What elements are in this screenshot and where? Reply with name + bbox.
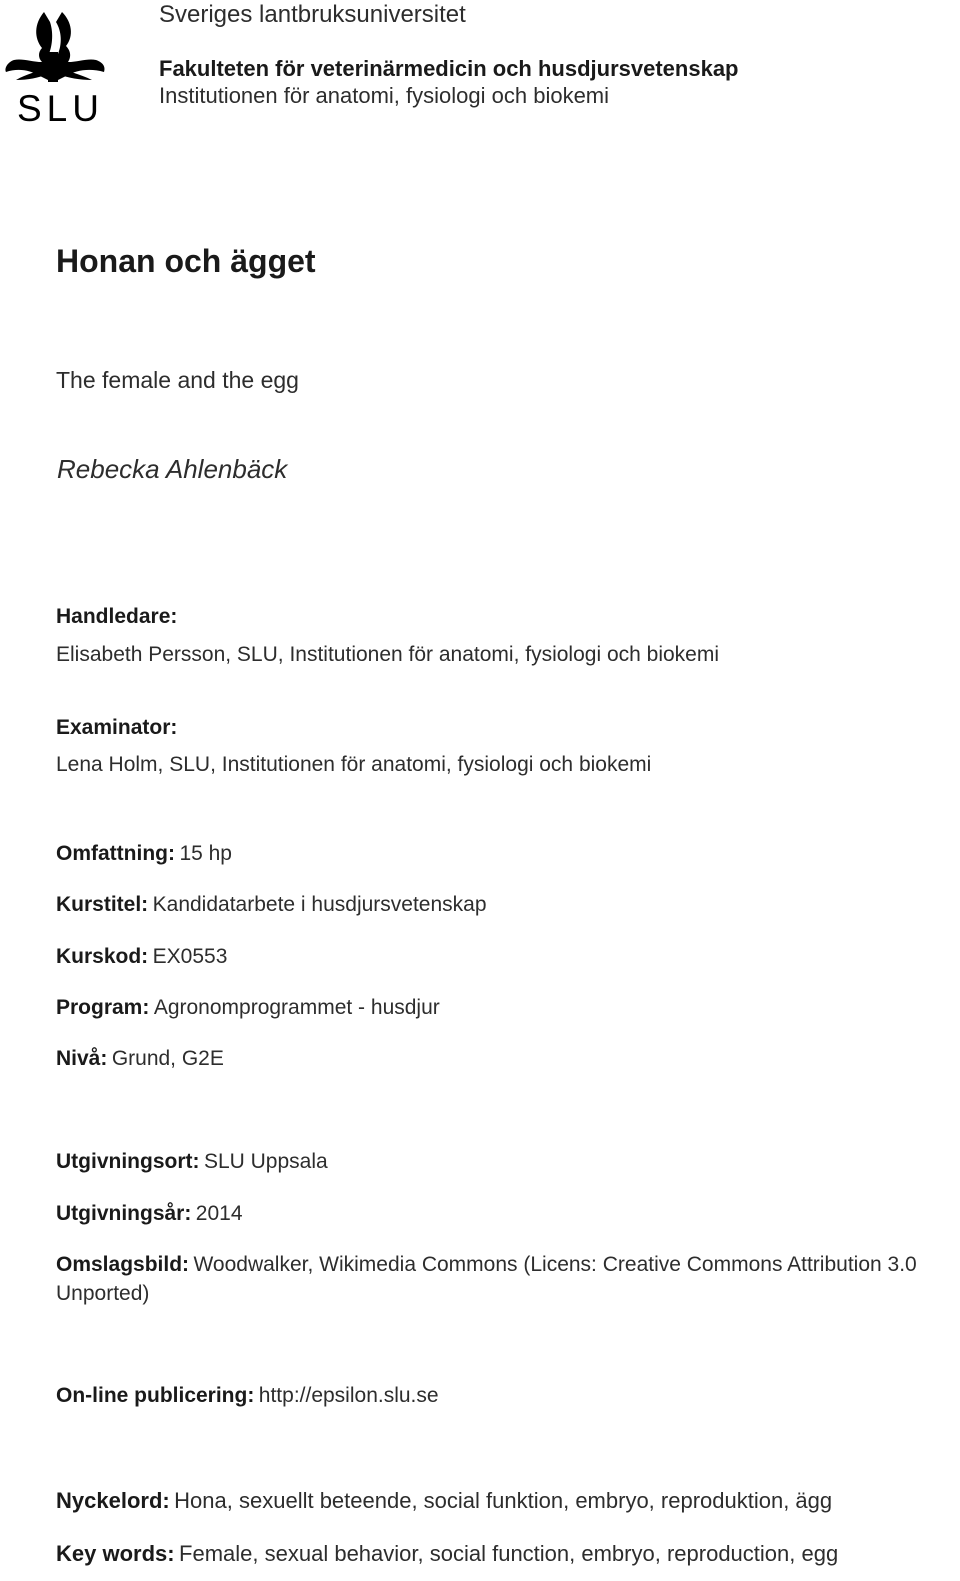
- online-publication-label: On-line publicering:: [56, 1384, 255, 1407]
- keywords-sv-label: Nyckelord:: [56, 1488, 170, 1513]
- author-name: Rebecka Ahlenbäck: [57, 454, 288, 484]
- cover-image-value-continued: Unported): [56, 1282, 150, 1305]
- university-name: Sveriges lantbruksuniversitet: [159, 1, 466, 28]
- slu-logo: [4, 8, 110, 129]
- scope-label: Omfattning:: [56, 842, 175, 865]
- examiner-value: Lena Holm, SLU, Institutionen för anatomi, fysiologi och biokemi: [56, 753, 652, 776]
- publication-place-label: Utgivningsort:: [56, 1150, 200, 1173]
- scope-row: [56, 842, 232, 866]
- course-title-label: Kurstitel:: [56, 893, 149, 916]
- publication-year-label: Utgivningsår:: [56, 1202, 192, 1225]
- cover-image-row: [56, 1253, 917, 1277]
- course-code-label: Kurskod:: [56, 945, 149, 968]
- publication-place-row: [56, 1150, 328, 1174]
- logo-text: SLU: [17, 88, 104, 129]
- keywords-en-label: Key words:: [56, 1541, 175, 1566]
- supervisor-value: Elisabeth Persson, SLU, Institutionen för anatomi, fysiologi och biokemi: [56, 643, 720, 666]
- cover-image-value: Woodwalker, Wikimedia Commons (Licens: Creative Commons Attribution 3.0: [193, 1253, 917, 1276]
- level-value: Grund, G2E: [111, 1047, 224, 1070]
- keywords-sv-value: Hona, sexuellt beteende, social funktion, embryo, reproduktion, ägg: [174, 1488, 833, 1513]
- course-code-value: EX0553: [152, 945, 228, 968]
- course-code-row: [56, 945, 227, 969]
- cover-image-label: Omslagsbild:: [56, 1253, 190, 1276]
- online-publication-link[interactable]: http://epsilon.slu.se: [258, 1384, 439, 1407]
- keywords-sv-row: [56, 1488, 832, 1514]
- examiner-label: Examinator:: [56, 716, 178, 739]
- online-publication-row: [56, 1384, 439, 1408]
- supervisor-label: Handledare:: [56, 605, 178, 628]
- level-label: Nivå:: [56, 1047, 108, 1070]
- thesis-title: Honan och ägget: [56, 243, 316, 279]
- keywords-en-value: Female, sexual behavior, social function, embryo, reproduction, egg: [179, 1541, 839, 1566]
- keywords-en-row: [56, 1541, 838, 1567]
- course-title-value: Kandidatarbete i husdjursvetenskap: [152, 893, 487, 916]
- publication-year-row: [56, 1202, 243, 1226]
- program-label: Program:: [56, 996, 150, 1019]
- course-title-row: [56, 893, 487, 917]
- scope-value: 15 hp: [179, 842, 232, 865]
- faculty-name: Fakulteten för veterinärmedicin och husdjursvetenskap: [159, 56, 739, 81]
- thesis-subtitle: The female and the egg: [56, 367, 299, 393]
- publication-year-value: 2014: [195, 1202, 243, 1225]
- program-value: Agronomprogrammet - husdjur: [153, 996, 440, 1019]
- publication-place-value: SLU Uppsala: [203, 1150, 328, 1173]
- program-row: [56, 996, 440, 1020]
- level-row: [56, 1047, 224, 1071]
- institution-name: Institutionen för anatomi, fysiologi och biokemi: [159, 83, 610, 108]
